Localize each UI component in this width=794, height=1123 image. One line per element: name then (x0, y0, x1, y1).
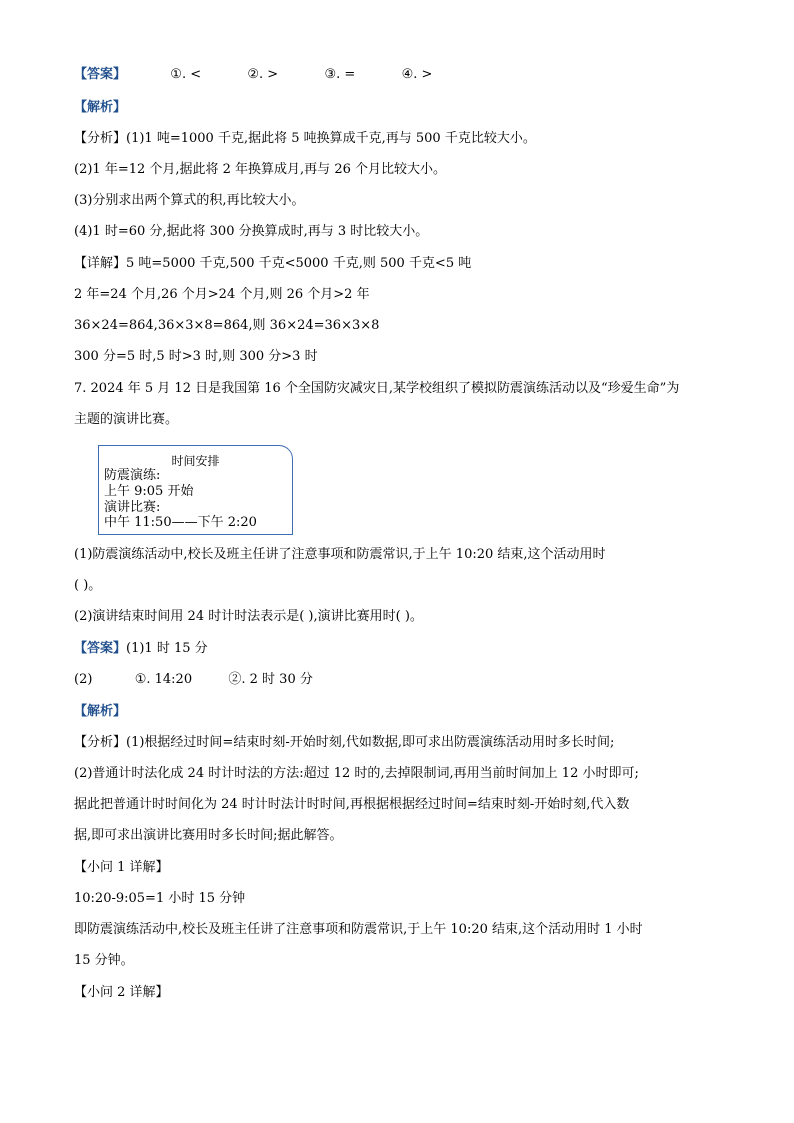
q6-detail-line-2: 2 年=24 个月,26 个月>24 个月,则 26 个月>2 年 (74, 287, 370, 302)
q7-stem-line-1: 7. 2024 年 5 月 12 日是我国第 16 个全国防灾减灾日,某学校组织了模拟防震演练活动以及“珍爱生命”为 (74, 381, 680, 396)
q7-answer-line-1 (74, 640, 208, 658)
answer-1: (1)1 时 15 分 (126, 641, 208, 656)
schedule-title: 时间安排 (171, 454, 220, 468)
q7-sub2-line: (2)演讲结束时间用 24 时计时法表示是( ),演讲比赛用时( )。 (74, 609, 423, 624)
q6-detail-line-4: 300 分=5 时,5 时>3 时,则 300 分>3 时 (74, 349, 318, 364)
q7-analysis-line-4: 据,即可求出演讲比赛用时多长时间;据此解答。 (74, 828, 343, 843)
q7-small1-label: 【小问 1 详解】 (74, 860, 169, 875)
q7-small2-label: 【小问 2 详解】 (74, 985, 169, 1000)
q7-sub1-line-1: (1)防震演练活动中,校长及班主任讲了注意事项和防震常识,于上午 10:20 结束,这个活动用时 (74, 547, 606, 562)
detail-label: 【详解】 (74, 256, 127, 271)
answer-item-3: ③. = (324, 67, 356, 82)
q7-analysis-line-1 (74, 734, 614, 752)
schedule-line-4: 中午 11:50——下午 2:20 (104, 515, 257, 530)
schedule-line-1: 防震演练: (104, 468, 161, 483)
answer-2-prefix: (2) (74, 672, 93, 687)
answer-2-item-2: ②. 2 时 30 分 (228, 672, 313, 687)
q6-analysis-line-2: (2)1 年=12 个月,据此将 2 年换算成月,再与 26 个月比较大小。 (74, 162, 446, 177)
q7-stem-line-2: 主题的演讲比赛。 (74, 412, 179, 427)
answer-2-item-1: ①. 14:20 (134, 672, 193, 687)
answer-item-4: ④. > (401, 67, 433, 82)
detail-text: 5 吨=5000 千克,500 千克<5000 千克,则 500 千克<5 吨 (126, 256, 472, 271)
q6-answer-line (74, 66, 432, 84)
q6-analysis-line-3: (3)分别求出两个算式的积,再比较大小。 (74, 193, 305, 208)
q6-detail-line-1 (74, 255, 471, 273)
q7-answer-line-2 (74, 671, 313, 689)
schedule-line-2: 上午 9:05 开始 (104, 484, 194, 499)
answer-item-2: ②. > (247, 67, 279, 82)
answer-label: 【答案】 (74, 67, 127, 82)
answer-label: 【答案】 (74, 641, 127, 656)
answer-item-1: ①. < (170, 67, 202, 82)
q7-jiexi-label: 【解析】 (74, 704, 127, 719)
q7-small1-line-3: 15 分钟。 (74, 953, 134, 968)
q7-small1-line-1: 10:20-9:05=1 小时 15 分钟 (74, 891, 246, 906)
analysis-label: 【分析】 (74, 131, 127, 146)
schedule-line-3: 演讲比赛: (104, 500, 161, 515)
analysis-text: (1)根据经过时间=结束时刻-开始时刻,代如数据,即可求出防震演练活动用时多长时间; (126, 735, 615, 750)
q6-analysis-line-1 (74, 130, 536, 148)
q7-analysis-line-3: 据此把普通计时时间化为 24 时计时法计时时间,再根据根据经过时间=结束时刻-开始时刻,代入数 (74, 797, 630, 812)
q6-analysis-line-4: (4)1 时=60 分,据此将 300 分换算成时,再与 3 时比较大小。 (74, 224, 429, 239)
schedule-box (98, 445, 293, 535)
q7-small1-line-2: 即防震演练活动中,校长及班主任讲了注意事项和防震常识,于上午 10:20 结束,这个活动用时 1 小时 (74, 922, 643, 937)
q7-sub1-line-2: ( )。 (74, 578, 102, 593)
q6-detail-line-3: 36×24=864,36×3×8=864,则 36×24=36×3×8 (74, 318, 380, 333)
q6-jiexi-label: 【解析】 (74, 100, 127, 115)
analysis-label: 【分析】 (74, 735, 127, 750)
q7-analysis-line-2: (2)普通计时法化成 24 时计时法的方法:超过 12 时的,去掉限制词,再用当前时间加上 12 小时即可; (74, 766, 639, 781)
analysis-text: (1)1 吨=1000 千克,据此将 5 吨换算成千克,再与 500 千克比较大小。 (126, 131, 536, 146)
